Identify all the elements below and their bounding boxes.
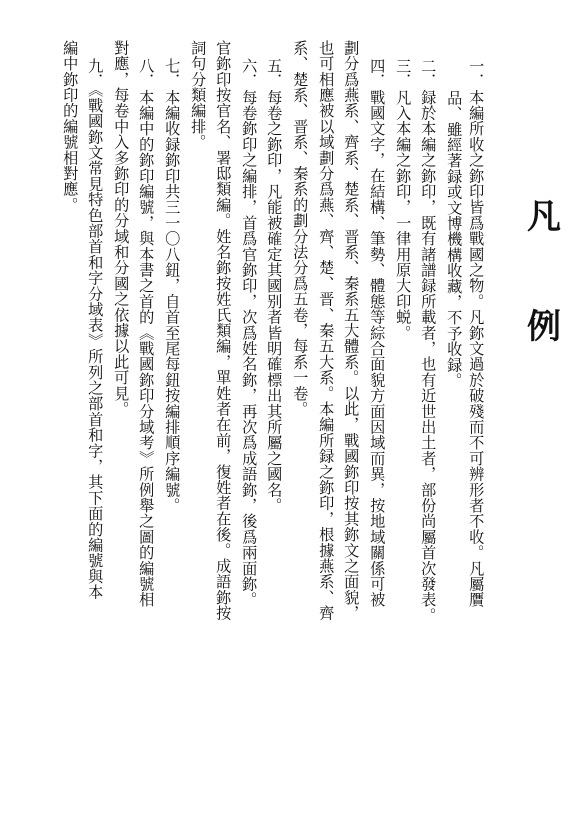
text-column-16: 九．《戰國鉨文常見特色部首和字分域表》所列之部首和字，其下面的編號與本 (86, 58, 105, 600)
text-column-17: 編中鉨印的編號相對應。 (61, 40, 80, 213)
text-column-13: 七．本編收録鉨印共三一〇八鈕，自首至尾每鈕按編排順序編號。 (163, 58, 182, 514)
text-column-3: 二．録於本編之鉨印，既有諸譜録所載者，也有近世出土者，部份尚屬首次發表。 (419, 58, 438, 624)
text-column-6: 劃分爲燕系、齊系、楚系、晋系、秦系五大體系。以此，戰國鉨印按其鉨文之面貌， (342, 40, 361, 621)
text-column-11: 官鉨印按官名、署邸類編。姓名鉨按姓氏類編，單姓者在前，復姓者在後。成語鉨按 (214, 40, 233, 621)
text-column-1: 一．本編所收之鉨印皆爲戰國之物。凡鉨文過於破殘而不可辨形者不收。凡屬贋 (467, 58, 486, 608)
text-column-10: 六．每卷鉨印之編排，首爲官鉨印，次爲姓名鉨，再次爲成語鉨，後爲兩面鉨。 (240, 58, 259, 608)
text-column-14: 八．本編中的鉨印編號，與本書之首的《戰國鉨印分域考》所例舉之圖的編號相 (137, 58, 156, 608)
text-column-9: 五．每卷之鉨印，凡能被確定其國别者皆明確標出其所屬之國名。 (265, 58, 284, 514)
title-char-li: 例 (527, 307, 561, 347)
text-column-8: 系、楚系、晋系、秦系的劃分法分爲五卷，每系一卷。 (291, 40, 310, 417)
text-column-4: 三．凡入本編之鉨印，一律用原大印蜕。 (394, 58, 413, 341)
text-column-7: 也可相應被以域劃分爲燕、齊、楚、晋、秦五大系。本編所録之鉨印，根據燕系、齊 (317, 40, 336, 621)
text-column-5: 四．戰國文字，在結構、筆勢、體態等綜合面貌方面因域而異，按地域關係可被 (368, 58, 387, 608)
text-column-12: 詞句分類編排。 (189, 40, 208, 150)
text-column-15: 對應，每卷中入多鉨印的分域和分國之依據以此可見。 (112, 40, 131, 417)
title-char-fan: 凡 (527, 197, 561, 237)
text-column-2: 品、雖經著録或文博機構收藏，不予收録。 (445, 90, 464, 389)
